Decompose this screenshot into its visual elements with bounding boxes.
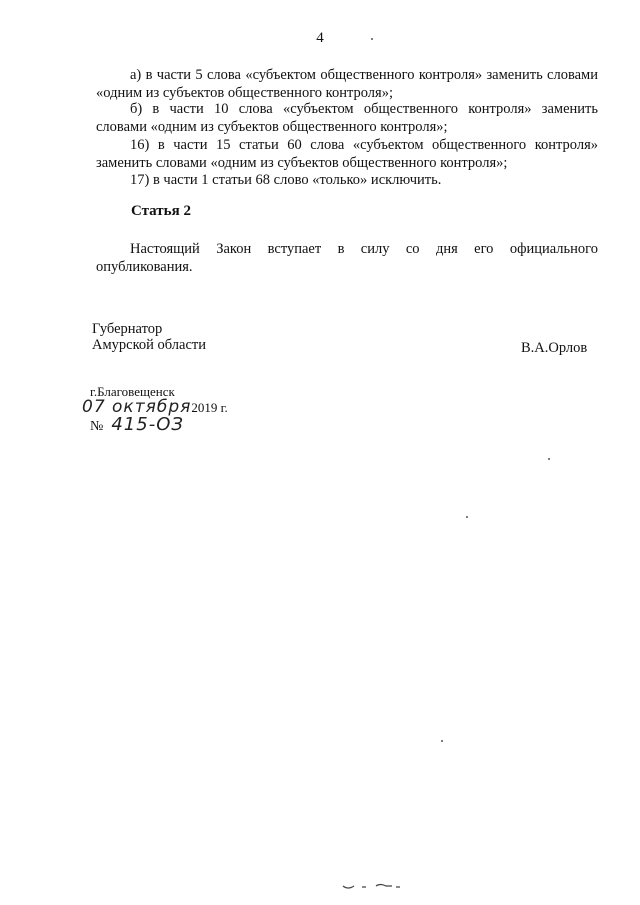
issue-city: г.Благовещенск <box>90 384 175 399</box>
amendment-b: б) в части 10 слова «субъектом общественного контроля» заменить словами «одним из субъектов общественного контроля»; <box>96 101 598 135</box>
issue-number <box>90 414 184 435</box>
issue-year: 2019 г. <box>191 400 228 415</box>
page-number: 4 <box>316 30 324 46</box>
article-heading: Статья 2 <box>131 203 191 219</box>
handwritten-date: 07 октября <box>82 397 192 417</box>
governor-name: В.А.Орлов <box>521 340 588 356</box>
amendment-16: 16) в части 15 статьи 60 слова «субъектом общественного контроля» заменить словами «одним из субъектов общественного контроля»; <box>96 137 598 171</box>
scan-speck <box>466 516 468 518</box>
amendment-17: 17) в части 1 статьи 68 слово «только» исключить. <box>130 172 442 188</box>
article-text: Настоящий Закон вступает в силу со дня его официального опубликования. <box>96 241 598 275</box>
handwritten-number: 415-ОЗ <box>111 414 184 435</box>
scan-speck <box>441 740 443 742</box>
amendment-a: а) в части 5 слова «субъектом общественного контроля» заменить словами «одним из субъектов общественного контроля»; <box>96 67 598 101</box>
scan-speck <box>548 458 550 460</box>
governor-title-line1: Губернатор <box>92 321 163 337</box>
number-prefix: № <box>90 419 104 434</box>
governor-title <box>92 321 206 353</box>
governor-title-line2: Амурской области <box>92 337 206 353</box>
scan-speck <box>371 38 373 40</box>
scan-scribble <box>340 878 420 892</box>
